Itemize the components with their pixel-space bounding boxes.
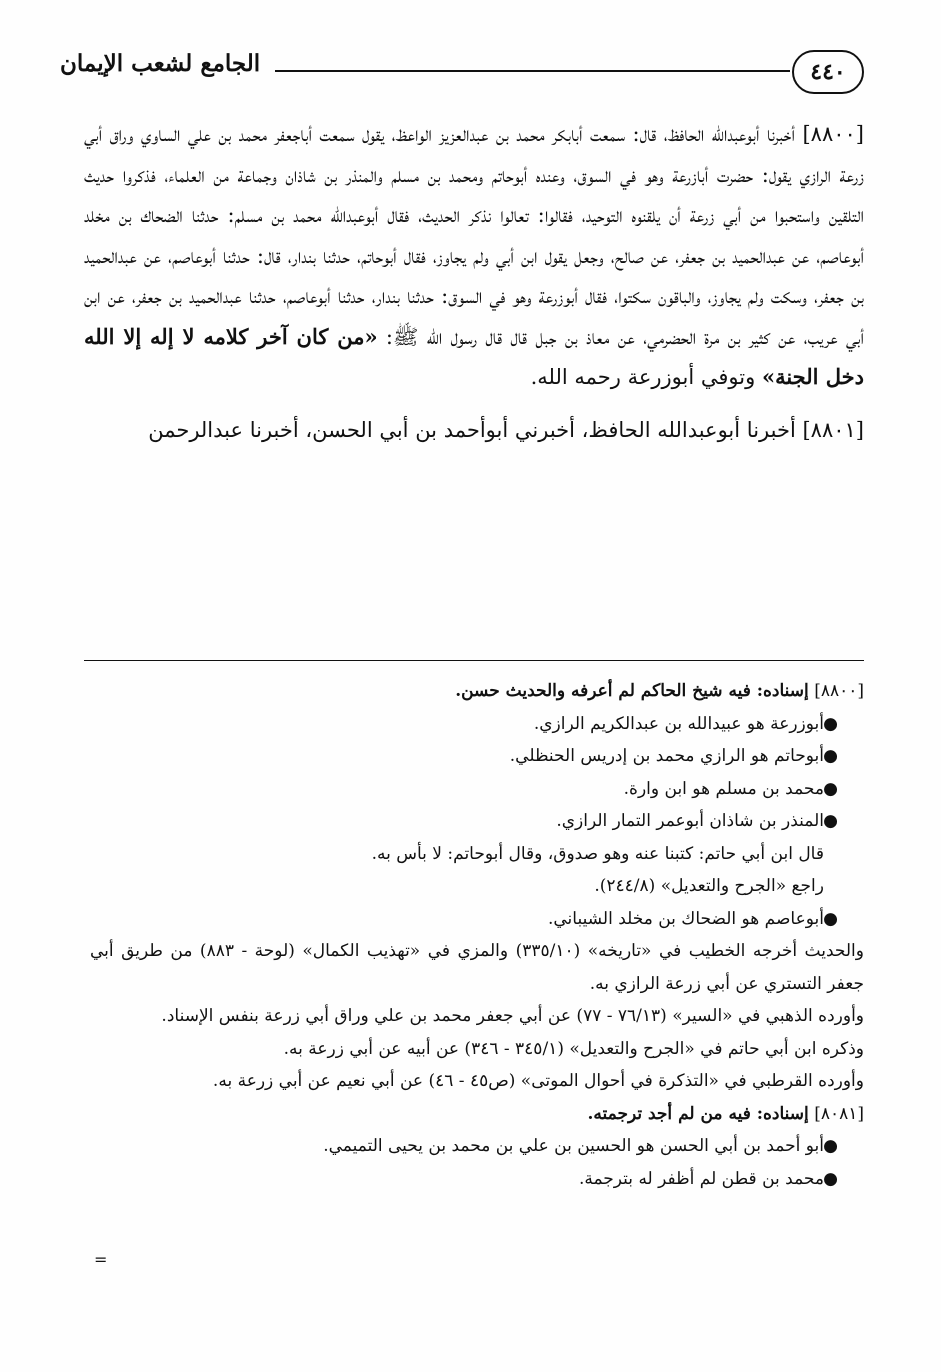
footnote-paragraph: وأورده القرطبي في «التذكرة في أحوال الموتى» (ص٤٥ - ٤٦) عن أبي نعيم عن أبي زرعة به. xyxy=(212,1071,864,1091)
hadith-number: [٨٨٠٠] xyxy=(802,122,864,146)
footnote-number: [٨٨٠٠] xyxy=(814,681,864,701)
bullet-text: أبوزرعة هو عبيدالله بن عبدالكريم الرازي. xyxy=(533,713,824,734)
running-title: الجامع لشعب الإيمان xyxy=(60,50,261,77)
bullet-text: محمد بن قطن لم أظفر له بترجمة. xyxy=(578,1168,824,1189)
footnote-bullet xyxy=(90,805,864,838)
hadith-text: أخبرنا أبوعبدالله الحافظ، أخبرني أبوأحمد بن أبي الحسن، أخبرنا عبدالرحمن xyxy=(148,417,796,442)
header-rule xyxy=(275,70,790,72)
footnote-bullet xyxy=(90,903,864,936)
footnote-number: [٨٠٨١] xyxy=(814,1103,864,1124)
footnote-heading xyxy=(90,1098,864,1131)
footnote-bullet xyxy=(90,740,864,773)
footnote-paragraph: وأورده الذهبي في «السير» (٧٦/١٣ - ٧٧) عن أبي جعفر محمد بن علي وراق أبي زرعة بنفس الإسناد. xyxy=(161,1006,864,1026)
bullet-icon: ● xyxy=(823,746,838,766)
footnote-verdict: إسناده: فيه شيخ الحاكم لم أعرفه والحديث حسن. xyxy=(455,681,809,701)
hadith-ending: وتوفي أبوزرعة رحمه الله. xyxy=(530,365,756,389)
page-header xyxy=(60,42,870,104)
footnote-bullet xyxy=(90,773,864,806)
hadith-number: [٨٨٠١] xyxy=(802,417,864,442)
bullet-text: أبو أحمد بن أبي الحسن هو الحسين بن علي بن محمد بن يحيى التميمي. xyxy=(323,1136,824,1156)
footnote-separator xyxy=(84,660,864,661)
bullet-text: محمد بن مسلم هو ابن وارة. xyxy=(623,778,824,799)
footnote-bullet xyxy=(90,1163,864,1196)
footnote-verdict: إسناده: فيه من لم أجد ترجمته. xyxy=(587,1103,809,1124)
hadith-8800 xyxy=(84,114,864,398)
bullet-text: أبوحاتم هو الرازي محمد بن إدريس الحنظلي. xyxy=(509,746,824,766)
footnote-bullet xyxy=(90,1130,864,1163)
footnote-note: راجع «الجرح والتعديل» (٢٤٤/٨). xyxy=(594,876,824,896)
bullet-icon: ● xyxy=(823,1136,838,1156)
page-number: ٤٤٠ xyxy=(792,50,864,94)
hadith-8801 xyxy=(84,410,864,451)
footnotes xyxy=(90,675,864,1195)
footnote-bullet xyxy=(90,708,864,741)
bullet-icon: ● xyxy=(823,778,838,799)
footnote-heading xyxy=(90,675,864,708)
main-text xyxy=(84,114,864,450)
footnote-note: قال ابن أبي حاتم: كتبنا عنه وهو صدوق، وقال أبوحاتم: لا بأس به. xyxy=(371,843,824,864)
bullet-icon: ● xyxy=(823,811,838,831)
footnote-paragraph: والحديث أخرجه الخطيب في «تاريخه» (٣٣٥/١٠) والمزي في «تهذيب الكمال» (لوحة - ٨٨٣) من طريق أبي جعفر التستري عن أبي زرعة الرازي به. xyxy=(90,941,864,994)
hadith-quote: «من كان آخر كلامه لا إله إلا الله دخل الجنة» xyxy=(84,323,864,389)
bullet-icon: ● xyxy=(823,713,838,734)
hadith-text: أخبرنا أبوعبدالله الحافظ، قال: سمعت أبابكر محمد بن عبدالعزيز الواعظ، يقول سمعت أباجعفر محمد بن علي الساوي وراق أبي زرعة الرازي يقول: حضرت أبازرعة وهو في السوق، وعنده أبوحاتم ومحمد بن مسلم والمنذر بن شاذان وجماعة من العلماء، فذكروا حديث التلقين واستحبوا من أبي زرعة أن يلقنوه التوحيد، فقالوا: تعالوا نذكر الحديث، فقال أبوعبدالله محمد بن مسلم: حدثنا الضحاك بن مخلد أبوعاصم، عن عبدالحميد بن جعفر، عن صالح، وجعل يقول ابن أبي ولم يجاوز، فقال أبوحاتم، حدثنا بندار، قال: حدثنا أبوعاصم، عن عبدالحميد بن جعفر، وسكت ولم يجاوز، والباقون سكتوا، فقال أبوزرعة وهو في السوق: حدثنا بندار، حدثنا أبوعاصم، حدثنا عبدالحميد بن جعفر، عن ابن أبي عريب، عن كثير بن مرة الحضرمي، عن معاذ بن جبل قال قال رسول الله ﷺ: xyxy=(84,122,864,349)
bullet-text: أبوعاصم هو الضحاك بن مخلد الشيباني. xyxy=(547,908,824,929)
bullet-text: المنذر بن شاذان أبوعمر التمار الرازي. xyxy=(556,811,824,831)
bullet-icon: ● xyxy=(823,1168,838,1189)
footnote-paragraph: وذكره ابن أبي حاتم في «الجرح والتعديل» (٣٤٥/١ - ٣٤٦) عن أبيه عن أبي زرعة به. xyxy=(283,1038,864,1059)
bullet-icon: ● xyxy=(823,908,838,929)
continuation-mark: = xyxy=(94,1250,108,1269)
